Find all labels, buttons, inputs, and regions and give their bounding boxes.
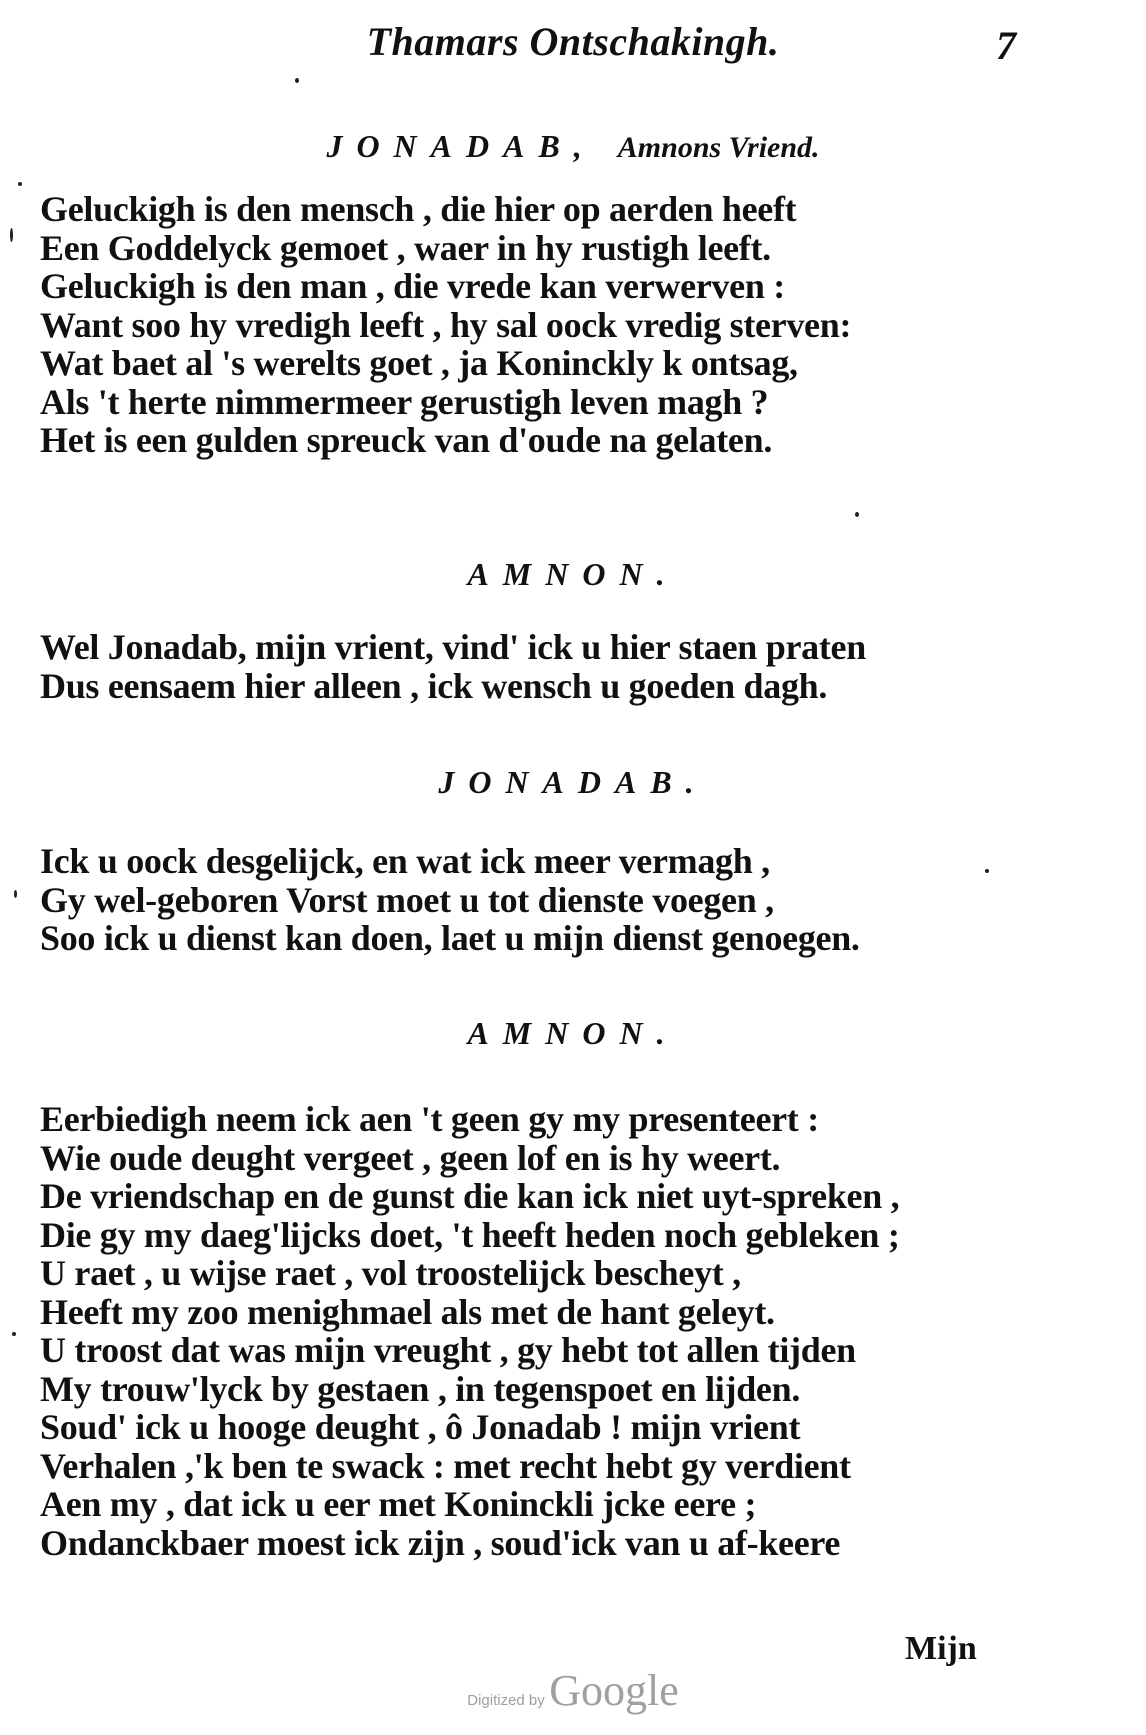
verse-line: Een Goddelyck gemoet , waer in hy rustigh leeft. bbox=[40, 227, 771, 268]
page-number: 7 bbox=[996, 23, 1016, 68]
verse-line: Als 't herte nimmermeer gerustigh leven magh ? bbox=[40, 381, 769, 422]
verse-line: Het is een gulden spreuck van d'oude na gelaten. bbox=[40, 420, 773, 460]
scan-speck bbox=[18, 182, 22, 186]
digitized-watermark bbox=[0, 1665, 1146, 1716]
scan-speck bbox=[295, 78, 299, 83]
verse-line: Geluckigh is den man , die vrede kan verwerven : bbox=[40, 266, 785, 306]
speaker-name: AMNON. bbox=[467, 556, 679, 592]
verse-line: Heeft my zoo menighmael als met de hant geleyt. bbox=[40, 1291, 775, 1332]
verse-line: Ick u oock desgelijck, en wat ick meer vermagh , bbox=[40, 841, 770, 881]
speaker-heading bbox=[0, 556, 1146, 593]
verse-line: Soud' ick u hooge deught , ô Jonadab ! mijn vrient bbox=[40, 1407, 801, 1447]
digitized-brand: Google bbox=[549, 1666, 679, 1715]
verse-line: Gy wel-geboren Vorst moet u tot dienste voegen , bbox=[40, 879, 774, 920]
verse-block bbox=[40, 1100, 1040, 1562]
verse-line: Wat baet al 's werelts goet , ja Koninckly k ontsag, bbox=[40, 343, 798, 383]
speaker-name: AMNON. bbox=[467, 1015, 679, 1051]
verse-line: Aen my , dat ick u eer met Koninckli jcke eere ; bbox=[40, 1484, 757, 1524]
verse-line: My trouw'lyck by gestaen , in tegenspoet en lijden. bbox=[40, 1368, 801, 1409]
scan-speck bbox=[855, 512, 859, 517]
verse-block bbox=[40, 190, 1040, 460]
verse-block bbox=[40, 628, 1040, 705]
verse-line: Want soo hy vredigh leeft , hy sal oock vredig sterven: bbox=[40, 304, 852, 345]
digitized-prefix: Digitized by bbox=[467, 1692, 545, 1709]
verse-line: Soo ick u dienst kan doen, laet u mijn dienst genoegen. bbox=[40, 918, 860, 958]
speaker-name: JONADAB, bbox=[326, 128, 596, 164]
verse-line: Wel Jonadab, mijn vrient, vind' ick u hier staen praten bbox=[40, 627, 866, 667]
catchword: Mijn bbox=[905, 1630, 977, 1667]
verse-line: U troost dat was mijn vreught , gy hebt tot allen tijden bbox=[40, 1330, 856, 1370]
verse-line: Geluckigh is den mensch , die hier op aerden heeft bbox=[40, 189, 797, 229]
scan-speck bbox=[10, 228, 13, 242]
speaker-name: JONADAB. bbox=[438, 764, 708, 800]
speaker-heading bbox=[0, 128, 1146, 165]
verse-line: Eerbiedigh neem ick aen 't geen gy my presenteert : bbox=[40, 1099, 819, 1139]
speaker-heading bbox=[0, 764, 1146, 801]
scan-speck bbox=[985, 869, 989, 873]
verse-line: Verhalen ,'k ben te swack : met recht hebt gy verdient bbox=[40, 1445, 851, 1486]
speaker-subtitle: Amnons Vriend. bbox=[617, 131, 820, 164]
speaker-heading bbox=[0, 1015, 1146, 1052]
verse-line: Wie oude deught vergeet , geen lof en is hy weert. bbox=[40, 1137, 781, 1178]
verse-block bbox=[40, 842, 1040, 958]
verse-line: Die gy my daeg'lijcks doet, 't heeft heden noch gebleken ; bbox=[40, 1214, 900, 1255]
verse-line: De vriendschap en de gunst die kan ick niet uyt-spreken , bbox=[40, 1176, 900, 1216]
verse-line: Ondanckbaer moest ick zijn , soud'ick van u af-keere bbox=[40, 1522, 841, 1563]
verse-line: U raet , u wijse raet , vol troostelijck bescheyt , bbox=[40, 1253, 741, 1293]
scan-speck bbox=[12, 1332, 16, 1336]
scan-speck bbox=[14, 890, 17, 898]
verse-line: Dus eensaem hier alleen , ick wensch u goeden dagh. bbox=[40, 665, 828, 706]
running-title: Thamars Ontschakingh. bbox=[366, 19, 780, 64]
